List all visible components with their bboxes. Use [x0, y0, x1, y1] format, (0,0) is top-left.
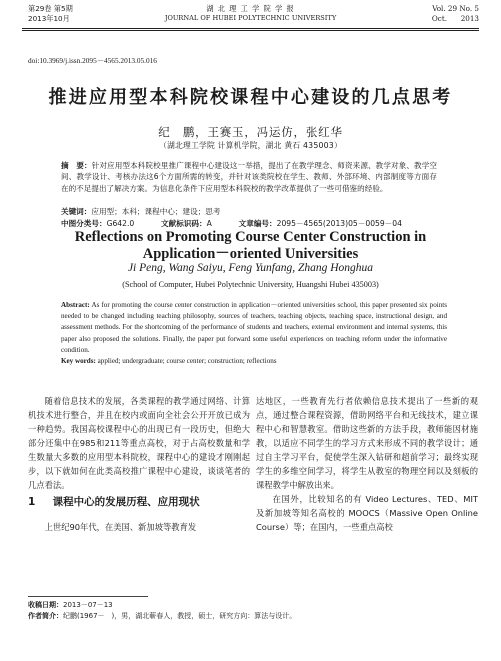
footnote-author: [28, 611, 478, 622]
section-number: 1: [28, 496, 36, 508]
body-paragraph-history: 上世纪90年代，在美国、新加坡等教育发: [44, 522, 197, 532]
keywords-en-text: applied; undergraduate; course center; construction; reflections: [97, 357, 277, 366]
clc-label: 中图分类号：: [61, 219, 107, 228]
section-heading: [28, 494, 200, 509]
keywords-cn-label: 关键词：: [61, 207, 92, 216]
footnote-rule: [28, 596, 148, 597]
abstract-en-label: Abstract:: [61, 301, 90, 309]
keywords-en: [61, 356, 447, 367]
doc-code-value: A: [206, 219, 212, 228]
keywords-cn: [61, 206, 461, 217]
keywords-en-label: Key words:: [61, 357, 96, 366]
body-left-column-continued: [28, 520, 250, 534]
affiliation-cn: （湖北理工学院 计算机学院，湖北 黄石 435003）: [159, 141, 342, 150]
doi: doi:10.3969/j.issn.2095－4565.2013.05.016: [28, 56, 157, 65]
title-en-line1: Reflections on Promoting Course Center Construction in: [74, 229, 427, 245]
abstract-en-text: As for promoting the course center construction in application－oriented universities school, this paper presented six points needed to be changed including teaching philosophy, sources of teachers, teaching objects, teaching space, instructional design, and assessment methods. For the shortcoming of the performance of students and teachers, external environment and internal systems, this paper also proposed the solutions. Finally, the paper put forward some useful experiences on teaching reform under the informative condition.: [61, 301, 447, 354]
clc-value: G642.0: [106, 219, 135, 228]
abstract-en: [61, 300, 447, 367]
header-journal-en: JOURNAL OF HUBEI POLYTECHNIC UNIVERSITY: [164, 14, 337, 22]
body-paragraph-right-2: 在国外，比较知名的有 Video Lectures、TED、MIT 及新加坡等知名高校的 MOOCS（Massive Open Online Course）等；在国内，一些重点高校: [256, 494, 478, 532]
header-journal-cn: 湖 北 理 工 学 院 学 报: [206, 4, 295, 13]
body-left-column: [28, 394, 250, 492]
authors-en: Ji Peng, Wang Saiyu, Feng Yunfang, Zhang Honghua: [127, 262, 374, 274]
author-bio-text: 纪鹏(1967－ )，男，湖北蕲春人，教授，硕士，研究方向：算法与设计。: [63, 612, 297, 620]
author-bio-label: 作者简介：: [28, 612, 63, 620]
article-no-value: 2095－4565(2013)05－0059－04: [276, 219, 402, 228]
keywords-cn-text: 应用型；本科；课程中心；建设；思考: [91, 207, 221, 216]
abstract-cn: [61, 160, 437, 194]
authors-cn: 纪 鹏，王赛玉，冯运仿，张红华: [158, 125, 343, 139]
body-intro-paragraph: 随着信息技术的发展，各类课程的教学通过网络、计算机技术进行整合，并且在校内或面向全社会公开开放已成为一种趋势。我国高校课程中心的出现已有一段历史，但绝大部分还集中在985和211等重点高校，对于占高校数量和学生数量大多数的应用型本科院校，课程中心的建设才刚刚起步，以下就如何在此类高校推广课程中心建设，谈谈笔者的几点看法。: [28, 396, 250, 490]
abstract-cn-label: 摘 要：: [61, 161, 92, 170]
header-volume-issue-cn: 第29卷 第5期: [28, 4, 73, 13]
received-label: 收稿日期：: [28, 601, 63, 609]
body-paragraph-right-1: 达地区，一些教育先行者依赖信息技术提出了一些新的观点，通过整合课程资源，借助网络平台和无线技术，建立课程中心和智慧教室。借助这些新的方法手段，教师能因材施教，以适应不同学生的学习方式来形成不同的教学设计；通过自主学习平台，促使学生深入钻研和超前学习；最终实现学生的多维空间学习，将学生从教室的物理空间以及刻板的课程教学中解放出来。: [256, 396, 478, 490]
abstract-cn-text: 针对应用型本科院校里推广课程中心建设这一举措，提出了在教学理念、师资来源、教学对象、教学空间、教学设计、考核办法这6个方面所需的转变，并针对该类院校在学生、教师、外部环境、内部制度等方面存在的不足提出了解决方案。为信息化条件下应用型本科院校的教学改革提供了一些可借鉴的经验。: [61, 161, 437, 193]
body-right-column: [256, 394, 478, 534]
footnote-received: [28, 600, 478, 611]
header-date-cn: 2013年10月: [28, 14, 70, 23]
doc-code-label: 文献标识码：: [161, 219, 207, 228]
title-cn: 推进应用型本科院校课程中心建设的几点思考: [48, 87, 453, 108]
affiliation-en: (School of Computer, Hubei Polytechnic University, Huangshi Hubei 435003): [122, 280, 379, 289]
header-rule-bottom: [22, 30, 479, 31]
article-no-label: 文章编号：: [238, 219, 277, 228]
title-en-line2: Application－oriented Universities: [142, 246, 359, 262]
header-date-en: Oct. 2013: [431, 14, 479, 23]
header-volume-issue-en: Vol. 29 No. 5: [432, 4, 479, 13]
received-date: 2013－07－13: [63, 601, 113, 609]
header-rule-top: [22, 28, 479, 29]
section-title: 课程中心的发展历程、应用现状: [52, 496, 200, 508]
